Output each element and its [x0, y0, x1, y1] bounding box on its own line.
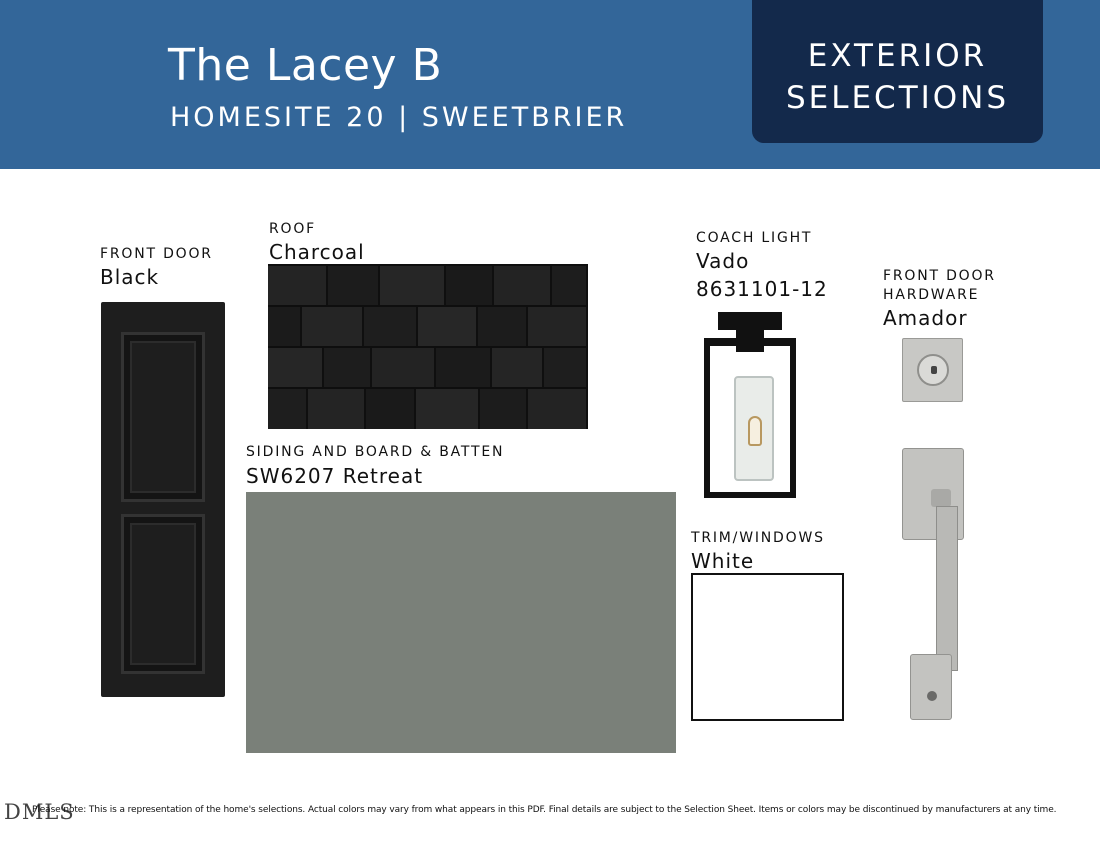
- shingle: [480, 389, 528, 429]
- shingle: [364, 307, 418, 348]
- front-door-value: Black: [100, 265, 160, 289]
- keyhole-icon: [931, 366, 937, 374]
- deadbolt-cylinder: [917, 354, 949, 386]
- homesite-subtitle: HOMESITE 20 | SWEETBRIER: [170, 102, 628, 133]
- badge-line-1: EXTERIOR: [807, 38, 988, 74]
- coach-light-caption: COACH LIGHT: [696, 230, 813, 246]
- siding-caption: SIDING AND BOARD & BATTEN: [246, 444, 505, 460]
- lamp-glass-cylinder: [734, 376, 774, 481]
- shingle: [308, 389, 366, 429]
- shingle: [366, 389, 416, 429]
- door-lower-panel: [121, 514, 205, 674]
- shingle: [528, 307, 588, 348]
- door-upper-panel: [121, 332, 205, 502]
- shingle: [372, 348, 436, 389]
- shingle: [324, 348, 372, 389]
- hardware-value: Amador: [883, 306, 968, 330]
- plan-name: The Lacey B: [168, 40, 443, 91]
- shingle: [494, 266, 552, 307]
- shingle-row: [268, 264, 588, 305]
- shingle: [446, 266, 494, 307]
- coach-light-image: [700, 312, 800, 498]
- exterior-selections-badge: [752, 0, 1043, 143]
- roof-value: Charcoal: [269, 240, 365, 264]
- logo: DMLS: [4, 800, 75, 824]
- shingle: [528, 389, 588, 429]
- header-band: [0, 0, 1100, 169]
- trim-color-swatch: [691, 573, 844, 721]
- front-door-caption: FRONT DOOR: [100, 246, 213, 262]
- disclaimer-note: Please note: This is a representation of the home's selections. Actual colors may vary from what appears in this PDF. Final details are subject to the Selection Sheet. Items or colors may be discontinued by manufacturers at any time.: [32, 805, 1057, 815]
- shingle-row: [268, 346, 588, 387]
- handleset-bottom-plate: [910, 654, 952, 720]
- siding-color-swatch: [246, 492, 676, 753]
- shingle: [416, 389, 480, 429]
- badge-line-2: SELECTIONS: [785, 80, 1010, 116]
- shingle: [268, 389, 308, 429]
- hardware-caption-line1: FRONT DOOR: [883, 268, 996, 284]
- keyhole-icon: [927, 691, 937, 701]
- coach-light-model: 8631101-12: [696, 277, 828, 301]
- trim-value: White: [691, 549, 755, 573]
- handleset-thumb-latch: [931, 489, 951, 507]
- lamp-bulb: [748, 416, 762, 446]
- shingle: [380, 266, 446, 307]
- shingle: [268, 348, 324, 389]
- shingle: [478, 307, 528, 348]
- lamp-frame: [704, 338, 796, 498]
- deadbolt-image: [902, 338, 963, 402]
- coach-light-value: Vado: [696, 249, 750, 273]
- hardware-caption-line2: HARDWARE: [883, 287, 980, 303]
- front-door-swatch: [101, 302, 225, 697]
- roof-shingle-swatch: [268, 264, 588, 429]
- shingle: [492, 348, 544, 389]
- shingle-row: [268, 387, 588, 428]
- shingle: [328, 266, 380, 307]
- handleset-grip: [936, 506, 958, 671]
- roof-caption: ROOF: [269, 221, 317, 237]
- shingle: [436, 348, 492, 389]
- shingle: [552, 266, 588, 307]
- handleset-image: [900, 448, 965, 720]
- shingle: [268, 307, 302, 348]
- shingle: [544, 348, 588, 389]
- shingle: [302, 307, 364, 348]
- shingle: [268, 266, 328, 307]
- siding-value: SW6207 Retreat: [246, 464, 424, 488]
- trim-caption: TRIM/WINDOWS: [691, 530, 825, 546]
- shingle-row: [268, 305, 588, 346]
- shingle: [418, 307, 478, 348]
